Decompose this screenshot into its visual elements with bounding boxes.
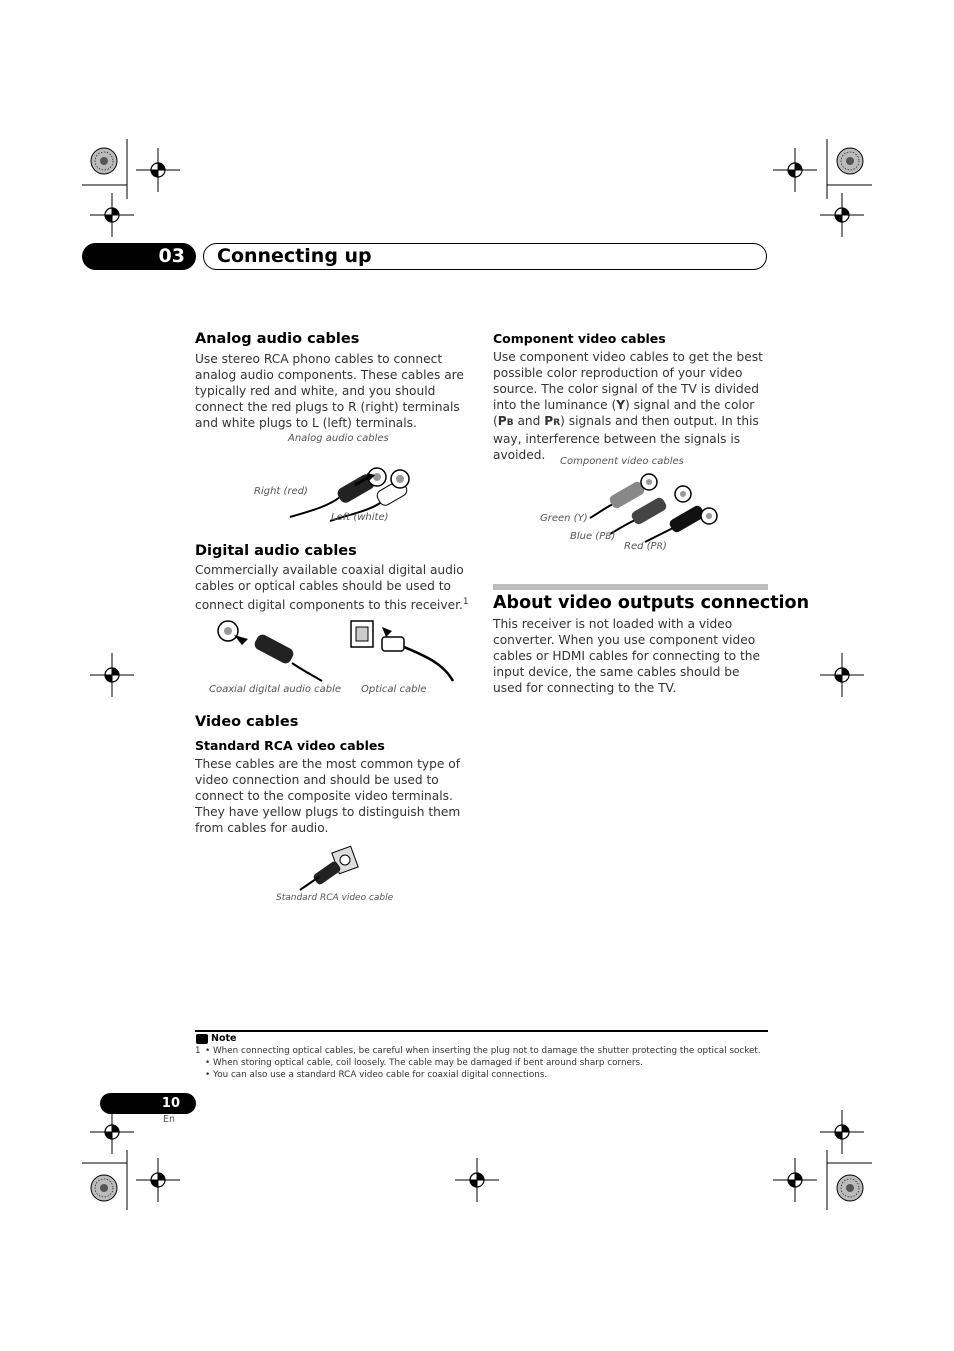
registration-target-icon <box>136 148 180 192</box>
note-item: • When connecting optical cables, be careful when inserting the plug not to damage the shutter protecting the optical socket. <box>205 1046 761 1056</box>
note-number: 1 <box>195 1046 201 1056</box>
chapter-title: Connecting up <box>217 245 372 267</box>
registration-target-icon <box>820 193 864 237</box>
optical-cable-illustration <box>348 615 458 685</box>
registration-target-icon <box>90 193 134 237</box>
about-video-outputs-heading: About video outputs connection <box>493 593 810 613</box>
component-text-part: Use component video cables to get the best possible color reproduction of your video source. The color signal of the TV is divided into the luminance ( <box>493 350 763 412</box>
video-cables-heading: Video cables <box>195 714 299 730</box>
registration-target-icon <box>773 148 817 192</box>
optical-caption: Optical cable <box>361 684 427 695</box>
registration-sun-icon <box>837 148 863 174</box>
registration-target-icon <box>820 653 864 697</box>
registration-sun-icon <box>837 1175 863 1201</box>
registration-target-icon <box>136 1158 180 1202</box>
note-divider <box>195 1030 768 1032</box>
note-item: • When storing optical cable, coil loosely. The cable may be damaged if bent around sharp corners. <box>205 1058 643 1068</box>
component-text-part: and <box>513 414 545 428</box>
about-video-outputs-text: This receiver is not loaded with a video converter. When you use component video cables or HDMI cables for connecting to the input device, the same cables should be used for connecting to the TV. <box>493 617 760 695</box>
registration-target-icon <box>773 1158 817 1202</box>
rca-video-cable-illustration <box>295 845 365 895</box>
standard-rca-text: These cables are the most common type of video connection and should be used to connect to the composite video terminals. They have yellow plugs to distinguish them from cables for audio. <box>195 757 461 835</box>
registration-target-icon <box>90 1110 134 1154</box>
luminance-symbol: Y <box>616 398 626 412</box>
component-figure-title: Component video cables <box>560 456 684 467</box>
footnote-ref: 1 <box>462 597 469 607</box>
component-video-heading: Component video cables <box>493 331 666 346</box>
note-item: • You can also use a standard RCA video cable for coaxial digital connections. <box>205 1070 548 1080</box>
component-red-label: Red (PR) <box>624 541 667 552</box>
chapter-number-badge: 03 <box>82 243 196 270</box>
rca-video-caption: Standard RCA video cable <box>276 893 394 903</box>
registration-target-icon <box>820 1110 864 1154</box>
page-number: 10 <box>100 1093 196 1114</box>
component-text-part: ) signals and then output. In this way, interference between the signals is avoided. <box>493 414 759 462</box>
pr-symbol: PR <box>544 414 561 428</box>
digital-audio-heading: Digital audio cables <box>195 543 357 559</box>
analog-figure-title: Analog audio cables <box>288 433 389 444</box>
registration-target-icon <box>455 1158 499 1202</box>
section-divider-bar <box>493 584 768 590</box>
component-text-part: ) signal and the color ( <box>493 398 755 428</box>
analog-audio-heading: Analog audio cables <box>195 331 360 347</box>
registration-target-icon <box>90 653 134 697</box>
registration-sun-icon <box>91 1175 117 1201</box>
digital-audio-text-body: Commercially available coaxial digital audio cables or optical cables should be used to connect digital components to this receiver. <box>195 563 464 613</box>
analog-audio-text: Use stereo RCA phono cables to connect analog audio components. These cables are typically red and white, and you should connect the red plugs to R (right) terminals and white plugs to L (left) terminals. <box>195 352 464 430</box>
component-green-label: Green (Y) <box>540 513 588 524</box>
digital-audio-text <box>195 562 470 613</box>
analog-figure-right-label: Right (red) <box>254 486 308 497</box>
note-label: Note <box>211 1033 237 1044</box>
standard-rca-heading: Standard RCA video cables <box>195 738 385 753</box>
component-video-text <box>493 349 769 463</box>
language-code: En <box>163 1114 176 1125</box>
coaxial-cable-illustration <box>212 615 327 685</box>
coaxial-caption: Coaxial digital audio cable <box>209 684 342 695</box>
component-blue-label: Blue (PB) <box>570 531 616 542</box>
analog-figure-left-label: Left (white) <box>331 512 389 523</box>
pb-symbol: PB <box>497 414 514 428</box>
note-icon <box>196 1034 208 1044</box>
registration-sun-icon <box>91 148 117 174</box>
